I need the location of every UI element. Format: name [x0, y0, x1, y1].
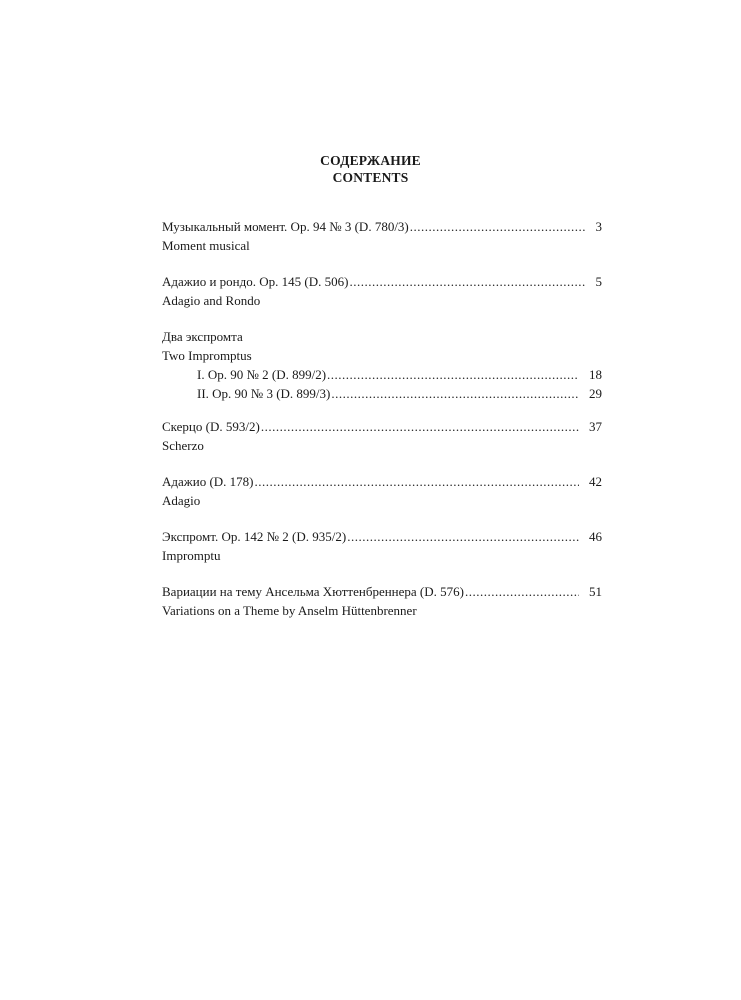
toc-entry-variations[interactable] [162, 582, 602, 620]
toc-page-number: 3 [595, 219, 602, 234]
toc-entry-scherzo[interactable] [162, 417, 602, 455]
toc-entry-subtitle: Adagio [162, 493, 201, 508]
toc-group-two-impromptus [162, 327, 602, 403]
dot-leader [331, 384, 579, 403]
toc-entry-title: Скерцо (D. 593/2) [162, 419, 260, 434]
toc-page-number: 46 [589, 529, 602, 544]
toc-entry-title: Адажио (D. 178) [162, 474, 254, 489]
toc-entry-subtitle: Adagio and Rondo [162, 293, 261, 308]
toc-group-title-ru: Два экспромта [162, 329, 243, 344]
toc-entry-impromptu[interactable] [162, 527, 602, 565]
toc-entry-adagio-and-rondo[interactable] [162, 272, 602, 310]
toc-page-number: 5 [595, 274, 602, 289]
toc-entry-title: Вариации на тему Ансельма Хюттенбреннера (D. 576) [162, 584, 464, 599]
toc-group-title-en: Two Impromptus [162, 348, 252, 363]
toc-entry-title: Экспромт. Op. 142 № 2 (D. 935/2) [162, 529, 347, 544]
toc-entry-subtitle: Scherzo [162, 438, 204, 453]
dot-leader [261, 417, 579, 436]
contents-heading-ru: СОДЕРЖАНИЕ [320, 153, 421, 168]
toc-entry-adagio[interactable] [162, 472, 602, 510]
dot-leader [255, 472, 579, 491]
toc-subentry-impromptu-2[interactable] [162, 384, 602, 403]
toc-page-number: 42 [589, 474, 602, 489]
dot-leader [410, 217, 586, 236]
toc-entry-title: I. Op. 90 № 2 (D. 899/2) [197, 367, 327, 382]
toc-entry-moment-musical[interactable] [162, 217, 602, 255]
toc-entry-subtitle: Moment musical [162, 238, 250, 253]
toc-entry-subtitle: Variations on a Theme by Anselm Hüttenbrenner [162, 603, 417, 618]
toc-subentry-impromptu-1[interactable] [162, 365, 602, 384]
toc-entry-subtitle: Impromptu [162, 548, 221, 563]
table-of-contents [162, 217, 602, 620]
contents-heading-en: CONTENTS [332, 170, 409, 185]
toc-entry-title: Адажио и рондо. Op. 145 (D. 506) [162, 274, 349, 289]
toc-page-number: 51 [589, 584, 602, 599]
toc-page-number: 18 [589, 367, 602, 382]
dot-leader [327, 365, 579, 384]
dot-leader [465, 582, 579, 601]
toc-page-number: 37 [589, 419, 602, 434]
toc-entry-title: II. Op. 90 № 3 (D. 899/3) [197, 386, 331, 401]
dot-leader [349, 272, 585, 291]
toc-page-number: 29 [589, 386, 602, 401]
dot-leader [347, 527, 579, 546]
toc-entry-title: Музыкальный момент. Op. 94 № 3 (D. 780/3) [162, 219, 409, 234]
